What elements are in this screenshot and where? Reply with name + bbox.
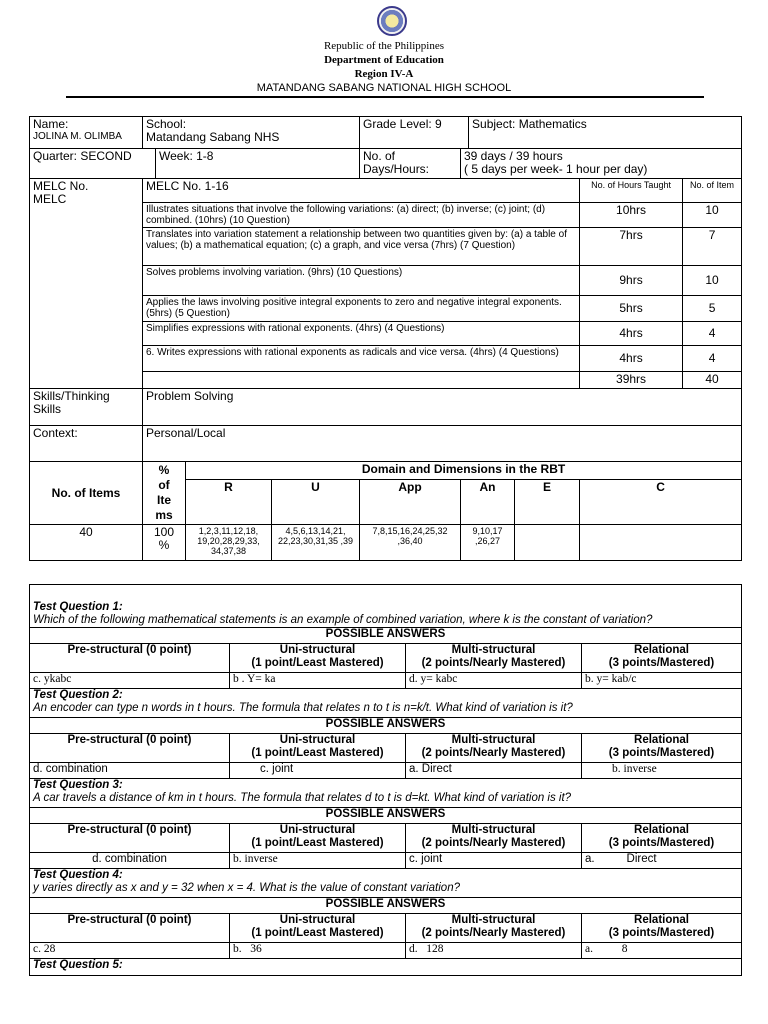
melc-row-text: Illustrates situations that involve the following variations: (a) direct; (b) inverse; (c) joint; (d) combined. (10hrs) (10 Question) <box>143 203 580 228</box>
answer-pre-structural: d. combination <box>30 763 230 779</box>
answer-uni-structural: b. 36 <box>230 943 406 959</box>
melc-row-hours: 7hrs <box>580 228 683 266</box>
relational-header: Relational (3 points/Mastered) <box>582 644 742 673</box>
melc-row-items: 7 <box>683 228 742 266</box>
melc-row-hours: 10hrs <box>580 203 683 228</box>
uni-structural-header: Uni-structural (1 point/Least Mastered) <box>230 914 406 943</box>
answer-multi-structural: a. Direct <box>406 763 582 779</box>
answer-multi-structural: d. y= kabc <box>406 673 582 689</box>
uni-structural-header: Uni-structural (1 point/Least Mastered) <box>230 734 406 763</box>
melc-row-text: Simplifies expressions with rational exponents. (4hrs) (4 Questions) <box>143 322 580 346</box>
question-block: Test Question 1: Which of the following mathematical statements is an example of combined variation, where k is the constant of variation? <box>30 585 742 628</box>
test-specification-table <box>29 116 742 561</box>
answer-pre-structural: c. ykabc <box>30 673 230 689</box>
melc-row-items: 4 <box>683 322 742 346</box>
dim-r: R <box>186 479 272 524</box>
percent-items-label: % of Ite ms <box>143 462 186 525</box>
multi-structural-header: Multi-structural (2 points/Nearly Mastered) <box>406 914 582 943</box>
total-hours: 39hrs <box>580 372 683 389</box>
answer-relational: b. y= kab/c <box>582 673 742 689</box>
c-items <box>580 525 742 561</box>
melc-no-cell: MELC No. 1-16 <box>143 179 580 203</box>
pre-structural-header: Pre-structural (0 point) <box>30 644 230 673</box>
multi-structural-header: Multi-structural (2 points/Nearly Mastered) <box>406 734 582 763</box>
melc-row-items: 10 <box>683 203 742 228</box>
melc-row-hours: 5hrs <box>580 296 683 322</box>
republic-line: Republic of the Philippines <box>323 40 445 52</box>
question-block: Test Question 5: <box>30 959 742 976</box>
melc-row-hours: 4hrs <box>580 322 683 346</box>
e-items <box>515 525 580 561</box>
dim-c: C <box>580 479 742 524</box>
answer-pre-structural: c. 28 <box>30 943 230 959</box>
school-cell: School: Matandang Sabang NHS <box>143 117 360 149</box>
melc-row-text: 6. Writes expressions with rational exponents as radicals and vice versa. (4hrs) (4 Questions) <box>143 346 580 372</box>
department-line: Department of Education <box>324 54 444 66</box>
total-items: 40 <box>683 372 742 389</box>
dim-app: App <box>360 479 461 524</box>
relational-header: Relational (3 points/Mastered) <box>582 824 742 853</box>
answer-pre-structural: d. combination <box>30 853 230 869</box>
context-label-cell: Context: <box>30 426 143 462</box>
grade-cell: Grade Level: 9 <box>360 117 469 149</box>
context-value-cell: Personal/Local <box>143 426 742 462</box>
items-header: No. of Item <box>683 179 742 203</box>
skills-value-cell: Problem Solving <box>143 389 742 426</box>
multi-structural-header: Multi-structural (2 points/Nearly Mastered) <box>406 824 582 853</box>
possible-answers-header: POSSIBLE ANSWERS <box>30 898 742 914</box>
melc-row-items: 5 <box>683 296 742 322</box>
dim-e: E <box>515 479 580 524</box>
pre-structural-header: Pre-structural (0 point) <box>30 824 230 853</box>
r-items: 1,2,3,11,12,18, 19,20,28,29,33, 34,37,38 <box>186 525 272 561</box>
quarter-cell: Quarter: SECOND <box>30 149 156 179</box>
hours-header: No. of Hours Taught <box>580 179 683 203</box>
melc-row-text: Solves problems involving variation. (9hrs) (10 Questions) <box>143 266 580 296</box>
dim-an: An <box>461 479 515 524</box>
melc-row-hours: 4hrs <box>580 346 683 372</box>
melc-row-items: 10 <box>683 266 742 296</box>
melc-label-cell: MELC No. MELC <box>30 179 143 389</box>
relational-header: Relational (3 points/Mastered) <box>582 914 742 943</box>
rbt-domain-title: Domain and Dimensions in the RBT <box>186 462 742 480</box>
test-questions-table <box>29 584 742 976</box>
pre-structural-header: Pre-structural (0 point) <box>30 914 230 943</box>
days-label-cell: No. of Days/Hours: <box>360 149 461 179</box>
melc-total-blank <box>143 372 580 389</box>
skills-label-cell: Skills/Thinking Skills <box>30 389 143 426</box>
answer-uni-structural: b. inverse <box>230 853 406 869</box>
melc-row-text: Translates into variation statement a relationship between two quantities given by: (a) a table of values; (b) a mathematical equation; (c) a graph, and vice versa (7hrs) (7 Question) <box>143 228 580 266</box>
school-name: MATANDANG SABANG NATIONAL HIGH SCHOOL <box>256 82 512 94</box>
deped-seal <box>377 6 407 36</box>
region-line: Region IV-A <box>354 68 414 80</box>
answer-uni-structural: b . Y= ka <box>230 673 406 689</box>
melc-row-items: 4 <box>683 346 742 372</box>
answer-uni-structural: c. joint <box>230 763 406 779</box>
dim-u: U <box>272 479 360 524</box>
answer-multi-structural: c. joint <box>406 853 582 869</box>
possible-answers-header: POSSIBLE ANSWERS <box>30 718 742 734</box>
melc-row-text: Applies the laws involving positive integral exponents to zero and negative integral exponents. (5hrs) (5 Question) <box>143 296 580 322</box>
uni-structural-header: Uni-structural (1 point/Least Mastered) <box>230 644 406 673</box>
uni-structural-header: Uni-structural (1 point/Least Mastered) <box>230 824 406 853</box>
total-no-items: 40 <box>30 525 143 561</box>
pre-structural-header: Pre-structural (0 point) <box>30 734 230 763</box>
week-cell: Week: 1-8 <box>156 149 360 179</box>
answer-relational: a. Direct <box>582 853 742 869</box>
question-block: Test Question 4: y varies directly as x and y = 32 when x = 4. What is the value of constant variation? <box>30 869 742 898</box>
possible-answers-header: POSSIBLE ANSWERS <box>30 628 742 644</box>
answer-relational: b. inverse <box>582 763 742 779</box>
total-percent: 100 % <box>143 525 186 561</box>
app-items: 7,8,15,16,24,25,32 ,36,40 <box>360 525 461 561</box>
answer-relational: a. 8 <box>582 943 742 959</box>
relational-header: Relational (3 points/Mastered) <box>582 734 742 763</box>
no-items-label: No. of Items <box>30 462 143 525</box>
days-value-cell: 39 days / 39 hours ( 5 days per week- 1 hour per day) <box>461 149 742 179</box>
question-block: Test Question 2: An encoder can type n words in t hours. The formula that relates n to t is n=k/t. What kind of variation is it? <box>30 689 742 718</box>
multi-structural-header: Multi-structural (2 points/Nearly Mastered) <box>406 644 582 673</box>
question-block: Test Question 3: A car travels a distance of km in t hours. The formula that relates d to t is d=kt. What kind of variation is it? <box>30 779 742 808</box>
melc-row-hours: 9hrs <box>580 266 683 296</box>
name-cell: Name: JOLINA M. OLIMBA <box>30 117 143 149</box>
u-items: 4,5,6,13,14,21, 22,23,30,31,35 ,39 <box>272 525 360 561</box>
possible-answers-header: POSSIBLE ANSWERS <box>30 808 742 824</box>
an-items: 9,10,17 ,26,27 <box>461 525 515 561</box>
answer-multi-structural: d. 128 <box>406 943 582 959</box>
subject-cell: Subject: Mathematics <box>469 117 742 149</box>
header-divider <box>66 96 704 98</box>
